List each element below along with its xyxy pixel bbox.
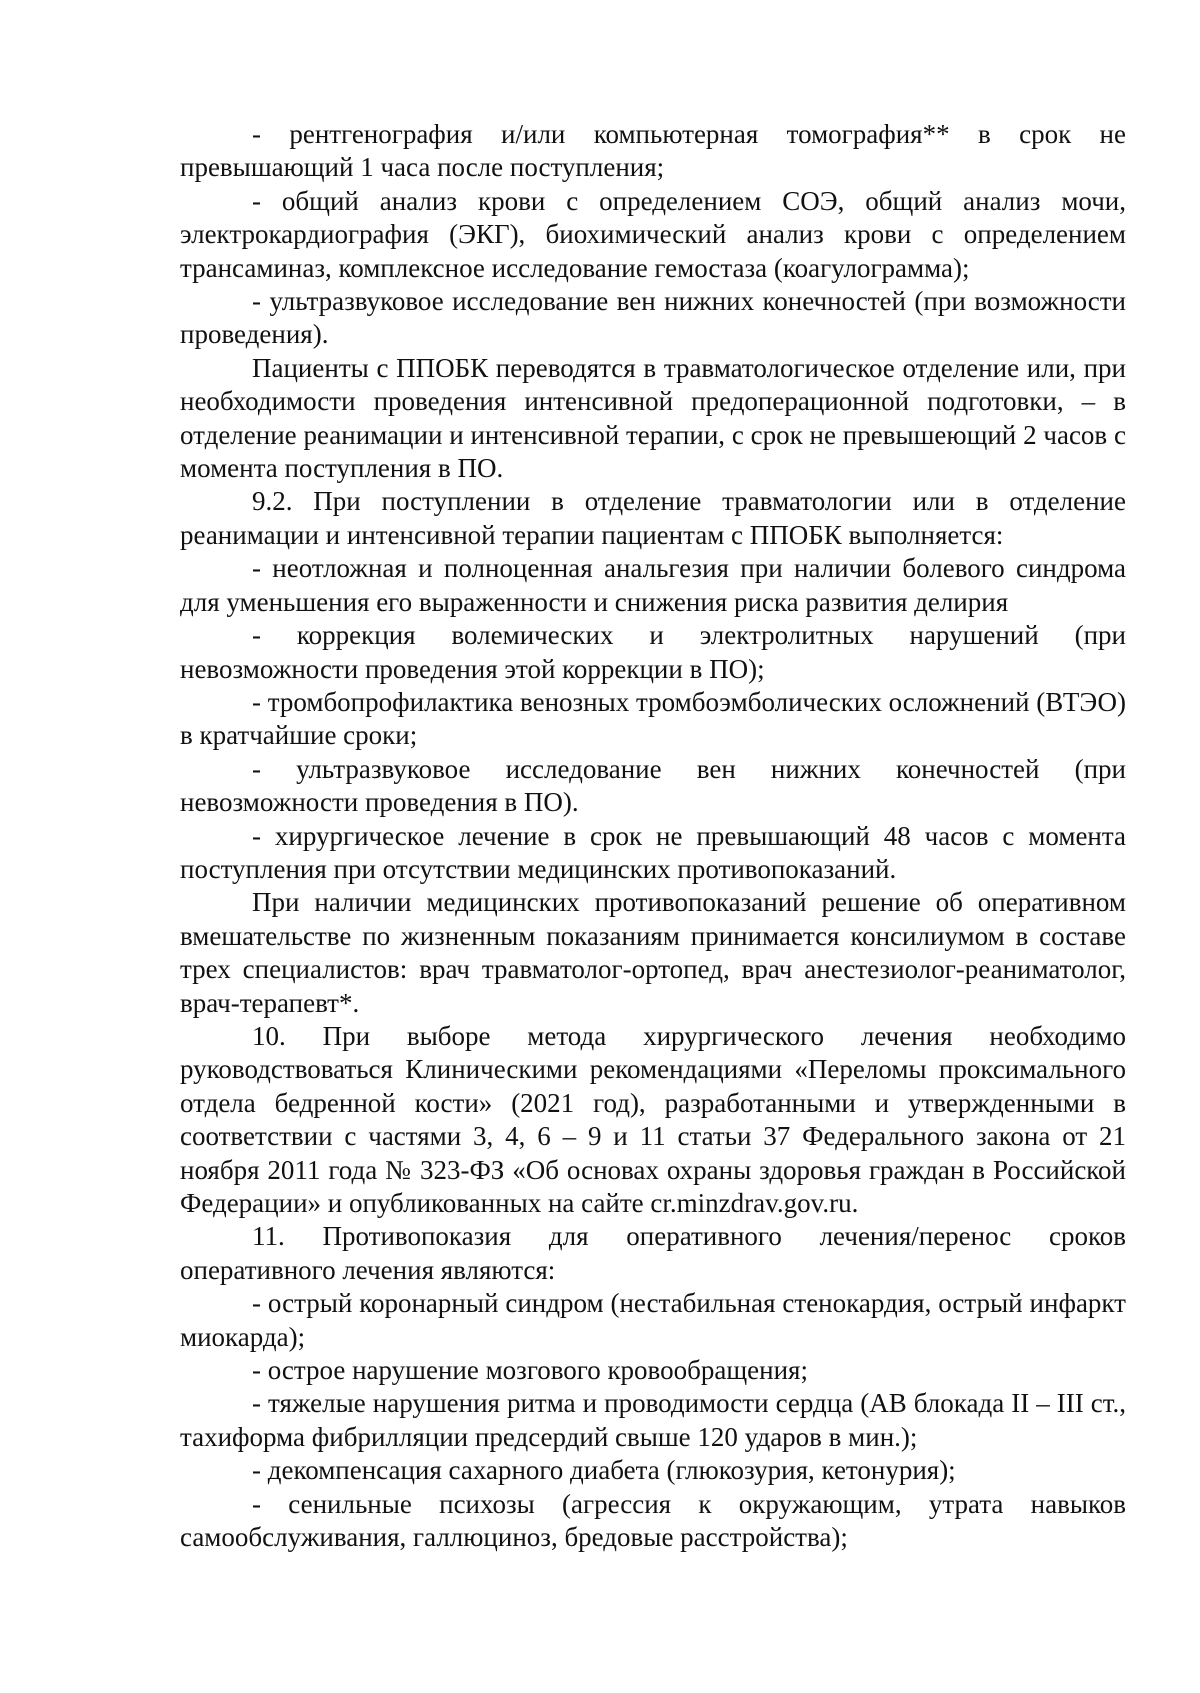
- paragraph-section-10: 10. При выборе метода хирургического лечения необходимо руководствоваться Клиническими рекомендациями «Переломы проксимального отдела бедренной кости» (2021 год), разработанными и утвержденными в соответствии с частями 3, 4, 6 – 9 и 11 статьи 37 Федерального закона от 21 ноября 2011 года № 323-ФЗ «Об основах охраны здоровья граждан в Российской Федерации» и опубликованных на сайте cr.minzdrav.gov.ru.: [180, 1020, 1126, 1218]
- paragraph-volemic-correction: - коррекция волемических и электролитных нарушений (при невозможности проведения этой коррекции в ПО);: [180, 620, 1126, 684]
- paragraph-section-11: 11. Противопоказия для оперативного лечения/перенос сроков оперативного лечения являются:: [180, 1221, 1126, 1285]
- paragraph-blood-tests: - общий анализ крови с определением СОЭ, общий анализ мочи, электрокардиография (ЭКГ), биохимический анализ крови с определением трансаминаз, комплексное исследование гемостаза (коагулограмма);: [180, 185, 1126, 283]
- paragraph-section-9-2: 9.2. При поступлении в отделение травматологии или в отделение реанимации и интенсивной терапии пациентам с ППОБК выполняется:: [180, 486, 1126, 550]
- paragraph-xray-ct: - рентгенография и/или компьютерная томография** в срок не превышающий 1 часа после поступления;: [180, 119, 1126, 183]
- paragraph-surgical-treatment: - хирургическое лечение в срок не превышающий 48 часов с момента поступления при отсутствии медицинских противопоказаний.: [180, 820, 1126, 884]
- paragraph-ultrasound-possible: - ультразвуковое исследование вен нижних конечностей (при возможности проведения).: [180, 286, 1126, 350]
- paragraph-ultrasound-impossible: - ультразвуковое исследование вен нижних конечностей (при невозможности проведения в ПО).: [180, 753, 1126, 818]
- paragraph-coronary-syndrome: - острый коронарный синдром (нестабильная стенокардия, острый инфаркт миокарда);: [180, 1288, 1126, 1352]
- paragraph-consilium: При наличии медицинских противопоказаний решение об оперативном вмешательстве по жизненным показаниям принимается консилиумом в составе трех специалистов: врач травматолог-ортопед, врач анестезиолог-реаниматолог, врач-терапевт*.: [180, 887, 1126, 1018]
- paragraph-thromboprophylaxis: - тромбопрофилактика венозных тромбоэмболических осложнений (ВТЭО) в кратчайшие сроки;: [180, 686, 1126, 751]
- paragraph-stroke: - острое нарушение мозгового кровообращения;: [252, 1355, 808, 1386]
- paragraph-senile-psychosis: - сенильные психозы (агрессия к окружающим, утрата навыков самообслуживания, галлюциноз, бредовые расстройства);: [180, 1488, 1126, 1553]
- paragraph-patient-transfer: Пациенты с ППОБК переводятся в травматологическое отделение или, при необходимости проведения интенсивной предоперационной подготовки, – в отделение реанимации и интенсивной терапии, с срок не превышеющий 2 часов с момента поступления в ПО.: [180, 352, 1126, 484]
- document-body: [180, 118, 1126, 1554]
- paragraph-analgesia: - неотложная и полноценная анальгезия при наличии болевого синдрома для уменьшения его выраженности и снижения риска развития делирия: [180, 553, 1126, 617]
- paragraph-diabetes: - декомпенсация сахарного диабета (глюкозурия, кетонурия);: [252, 1455, 956, 1486]
- paragraph-arrhythmia: - тяжелые нарушения ритма и проводимости сердца (АВ блокада II – III ст., тахиформа фибрилляции предсердий свыше 120 ударов в мин.);: [180, 1388, 1126, 1452]
